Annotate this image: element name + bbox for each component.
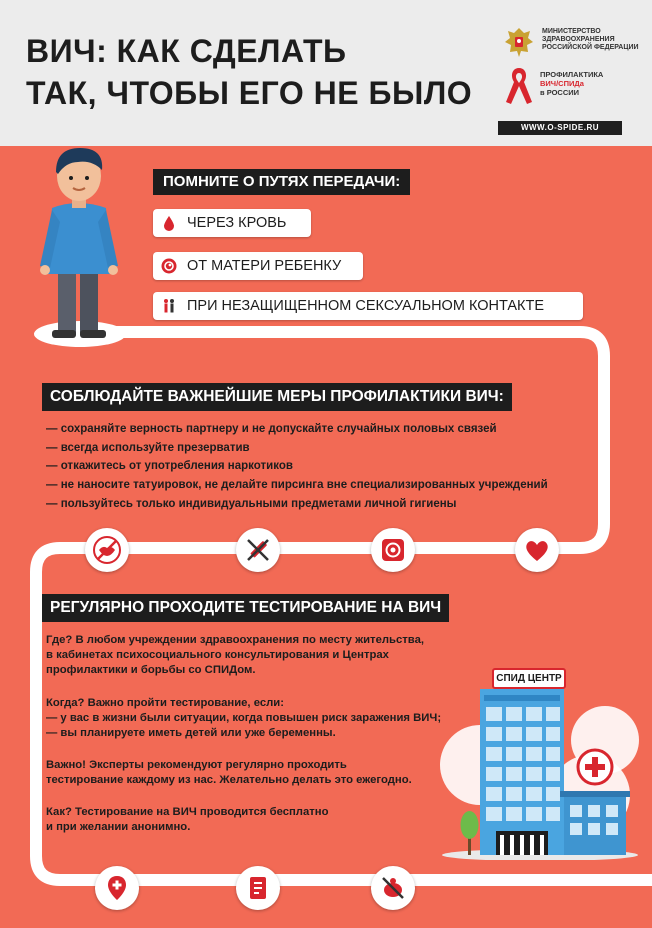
condom-icon [379, 536, 407, 564]
testing-icon-circle [95, 866, 139, 910]
list-item: — всегда используйте презерватив [46, 441, 250, 454]
list-item: — сохраняйте верность партнеру и не допускайте случайных половых связей [46, 423, 497, 435]
document-icon [244, 874, 272, 902]
list-item: — не наносите татуировок, не делайте пирсинга вне специализированных учреждений [46, 479, 548, 492]
section-heading-testing: РЕГУЛЯРНО ПРОХОДИТЕ ТЕСТИРОВАНИЕ НА ВИЧ [42, 594, 449, 622]
prevention-icon-circle [85, 528, 129, 572]
ministry-name: МИНИСТЕРСТВО ЗДРАВООХРАНЕНИЯ РОССИЙСКОЙ ФЕДЕРАЦИИ [542, 28, 639, 51]
title-line-2: ТАК, ЧТОБЫ ЕГО НЕ БЫЛО [26, 75, 473, 111]
testing-how: Как? Тестирование на ВИЧ проводится бесплатно и при желании анонимно. [46, 806, 329, 833]
route-label: ОТ МАТЕРИ РЕБЕНКУ [187, 258, 342, 274]
route-sexual [153, 292, 583, 320]
no-kiss-icon [93, 536, 121, 564]
gender-icon [161, 298, 177, 314]
man-illustration [18, 140, 142, 354]
testing-important: Важно! Эксперты рекомендуют регулярно проходить тестирование каждому из нас. Желательно делать это ежегодно. [46, 759, 412, 786]
heart-icon [523, 536, 551, 564]
route-label: ПРИ НЕЗАЩИЩЕННОМ СЕКСУАЛЬНОМ КОНТАКТЕ [187, 298, 544, 314]
prevention-program: ПРОФИЛАКТИКА ВИЧ/СПИДа в РОССИИ [540, 70, 604, 97]
blood-drop-icon [161, 215, 177, 231]
section-heading-transmission: ПОМНИТЕ О ПУТЯХ ПЕРЕДАЧИ: [153, 169, 410, 195]
title-line-1: ВИЧ: КАК СДЕЛАТЬ [26, 33, 347, 69]
section-heading-prevention: СОБЛЮДАЙТЕ ВАЖНЕЙШИЕ МЕРЫ ПРОФИЛАКТИКИ ВИЧ: [42, 383, 512, 411]
route-blood [153, 209, 311, 237]
prevention-icon-circle [371, 528, 415, 572]
medical-location-icon [103, 874, 131, 902]
testing-where: Где? В любом учреждении здравоохранения по месту жительства, в кабинетах психосоциального консультирования и Центрах профилактики и борьбы со СПИДом. [46, 634, 425, 676]
prevention-icon-circle [236, 528, 280, 572]
testing-icon-circle [236, 866, 280, 910]
prevention-icon-circle [515, 528, 559, 572]
prevention-list [46, 420, 548, 514]
testing-icon-circle [371, 866, 415, 910]
no-syringe-icon [244, 536, 272, 564]
website-link[interactable]: WWW.O-SPIDE.RU [498, 121, 622, 135]
list-item: — пользуйтесь только индивидуальными предметами личной гигиены [46, 497, 457, 510]
testing-when: Когда? Важно пройти тестирование, если: — у вас в жизни были ситуации, когда повышен риск заражения ВИЧ; — вы планируете иметь детей или уже беременны. [46, 697, 442, 739]
route-label: ЧЕРЕЗ КРОВЬ [187, 215, 287, 231]
route-mother-child [153, 252, 363, 280]
building-sign: СПИД ЦЕНТР [492, 668, 566, 689]
list-item: — откажитесь от употребления наркотиков [46, 460, 293, 473]
no-piggy-bank-icon [379, 874, 407, 902]
mother-child-icon [161, 258, 177, 274]
